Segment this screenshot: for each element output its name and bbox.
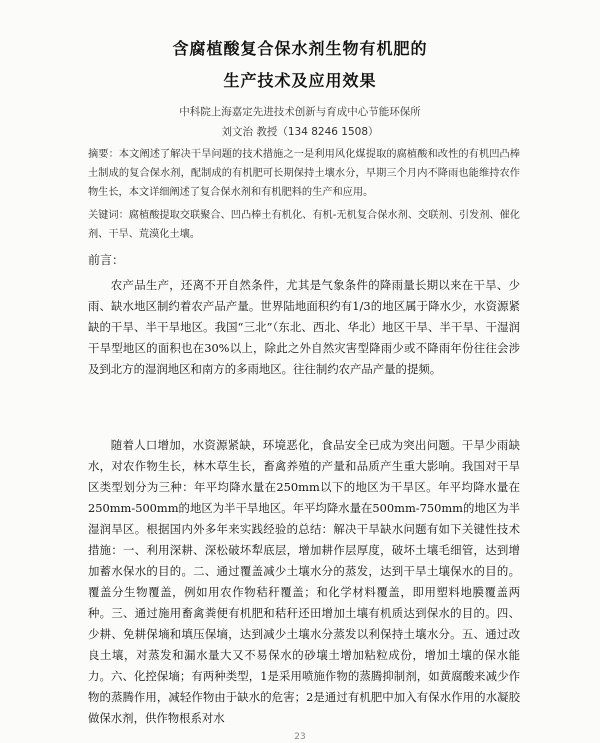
affiliation: 中科院上海嘉定先进技术创新与育成中心节能环保所 bbox=[179, 106, 421, 118]
page-number: 23 bbox=[294, 732, 306, 742]
title-line-1: 含腐植酸复合保水剂生物有机肥的 bbox=[172, 39, 428, 58]
keywords: 关键词：腐植酸提取交联聚合、凹凸棒土有机化、有机-无机复合保水剂、交联剂、引发剂、催化剂、干旱、荒漠化土壤。 bbox=[88, 210, 520, 240]
paragraph-1: 农产品生产，还离不开自然条件，尤其是气象条件的降雨量长期以来在干旱、少雨、缺水地区制约着农产品产量。世界陆地面积约有1/3的地区属于降水少，水资源紧缺的干旱、半干旱地区。我国“三北”（东北、西北、华北）地区干旱、半干旱、干湿润干旱型地区的面积也在30%以上，除此之外自然灾害型降雨少或不降雨年份往往会涉及到北方的湿润地区和南方的多雨地区。往往制约农产品产量的提频。 bbox=[88, 278, 520, 376]
title-line-2: 生产技术及应用效果 bbox=[223, 71, 377, 90]
author-line: 刘文治 教授（134 8246 1508） bbox=[221, 126, 379, 138]
foreword-heading: 前言： bbox=[88, 253, 125, 267]
abstract: 摘要：本文阐述了解决干旱问题的技术措施之一是利用风化煤提取的腐植酸和改性的有机凹凸棒土制成的复合保水剂，配制成的有机肥可长期保持土壤水分，早期三个月内不降雨也能维持农作物生长，本文详细阐述了复合保水剂和有机肥料的生产和应用。 bbox=[88, 149, 520, 198]
paragraph-2: 随着人口增加，水资源紧缺，环境恶化，食品安全已成为突出问题。干旱少雨缺水，对农作物生长，林木草生长，畜禽养殖的产量和品质产生重大影响。我国对干旱区类型划分为三种：年平均降水量在250mm以下的地区为干旱区。年平均降水量在250mm-500mm的地区为半干旱地区。年平均降水量在500mm-750mm的地区为半湿润旱区。根据国内外多年来实践经验的总结：解决干旱缺水问题有如下关键性技术措施：一、利用深耕、深松破坏犁底层，增加耕作层厚度，破坏土壤毛细管，达到增加蓄水保水的目的。二、通过覆盖减少土壤水分的蒸发，达到干旱土壤保水的目的。覆盖分生物覆盖，例如用农作物秸秆覆盖；和化学材料覆盖，即用塑料地膜覆盖两种。三、通过施用畜禽粪便有机肥和秸秆还田增加土壤有机质达到保水的目的。四、少耕、免耕保墒和填压保墒，达到减少土壤水分蒸发以利保持土壤水分。五、通过改良土壤，对蒸发和漏水量大又不易保水的砂壤土增加粘粒成份，增加土壤的保水能力。六、化控保墒；有两种类型，1是采用喷施作物的蒸腾抑制剂，如黄腐酸来减少作物的蒸腾作用，减轻作物由于缺水的危害；2是通过有机肥中加入有保水作用的水凝胶做保水剂，供作物根系对水 bbox=[88, 438, 520, 725]
